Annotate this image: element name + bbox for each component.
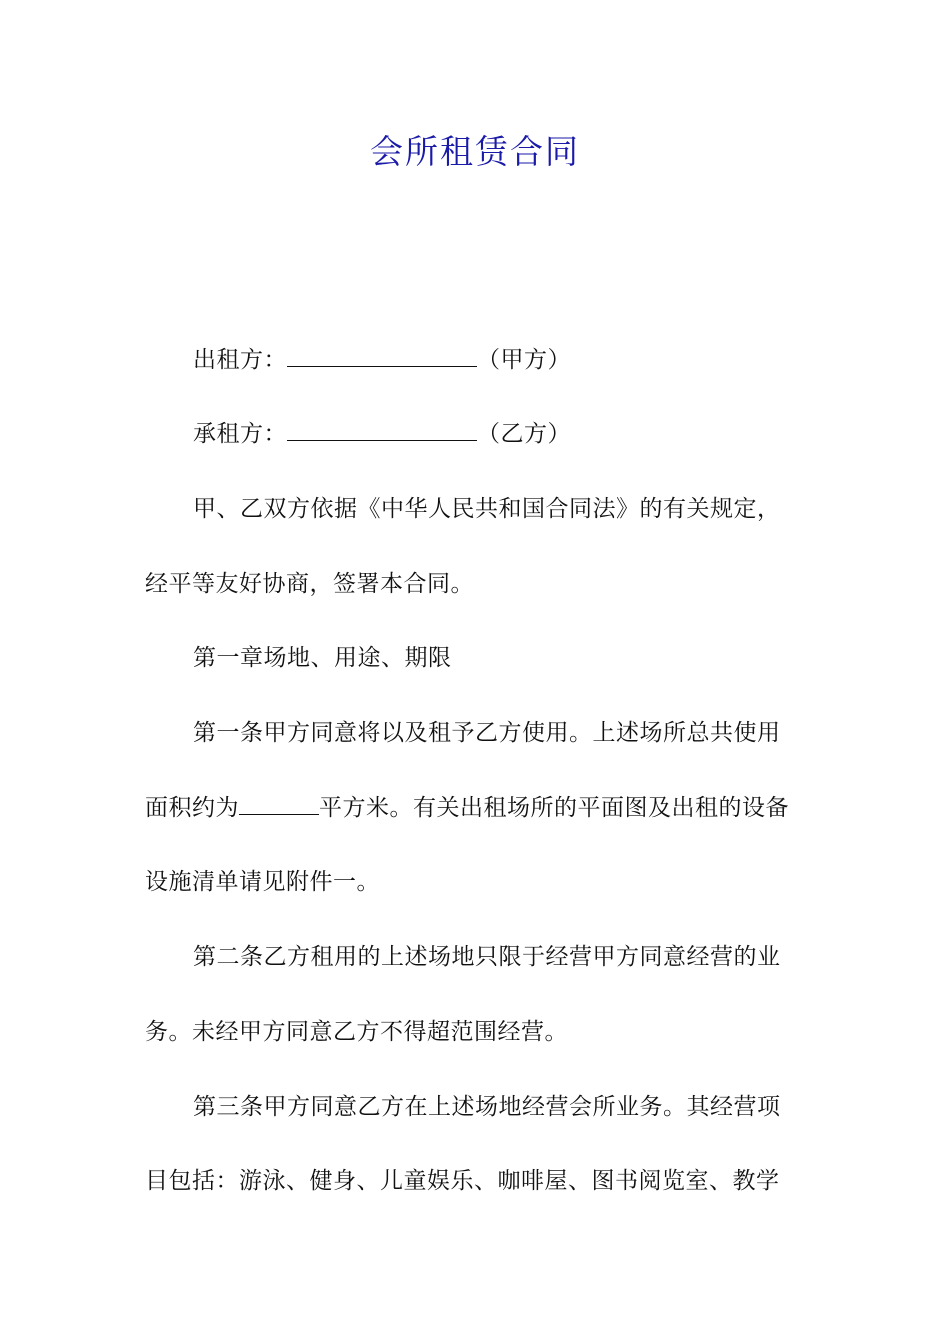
lessor-line — [193, 342, 810, 378]
area-blank — [239, 790, 319, 815]
document-title: 会所租赁合同 — [370, 132, 580, 171]
lessee-suffix: （乙方） — [477, 421, 571, 447]
preamble-line-2: 经平等友好协商，签署本合同。 — [145, 571, 474, 597]
article3-line-1: 第三条甲方同意乙方在上述场地经营会所业务。其经营项 — [193, 1094, 781, 1120]
article2-line-1: 第二条乙方租用的上述场地只限于经营甲方同意经营的业 — [193, 944, 781, 970]
article1-line-2-prefix: 面积约为 — [145, 795, 239, 821]
article1-line-1: 第一条甲方同意将以及租予乙方使用。上述场所总共使用 — [193, 720, 781, 746]
preamble-line-1: 甲、乙双方依据《中华人民共和国合同法》的有关规定， — [193, 496, 781, 522]
article2-line-2: 务。未经甲方同意乙方不得超范围经营。 — [145, 1019, 568, 1045]
lessor-blank — [287, 342, 477, 367]
lessee-label: 承租方： — [193, 421, 287, 447]
article1-line-2-suffix: 平方米。有关出租场所的平面图及出租的设备 — [319, 795, 789, 821]
article3-line-2: 目包括：游泳、健身、儿童娱乐、咖啡屋、图书阅览室、教学 — [145, 1168, 780, 1194]
lessor-suffix: （甲方） — [477, 347, 571, 373]
lessee-blank — [287, 416, 477, 441]
article1-line-3: 设施清单请见附件一。 — [145, 869, 380, 895]
article1-line-2 — [145, 790, 810, 826]
lessee-line — [193, 416, 810, 452]
lessor-label: 出租方： — [193, 347, 287, 373]
chapter1-heading: 第一章场地、用途、期限 — [193, 645, 452, 671]
